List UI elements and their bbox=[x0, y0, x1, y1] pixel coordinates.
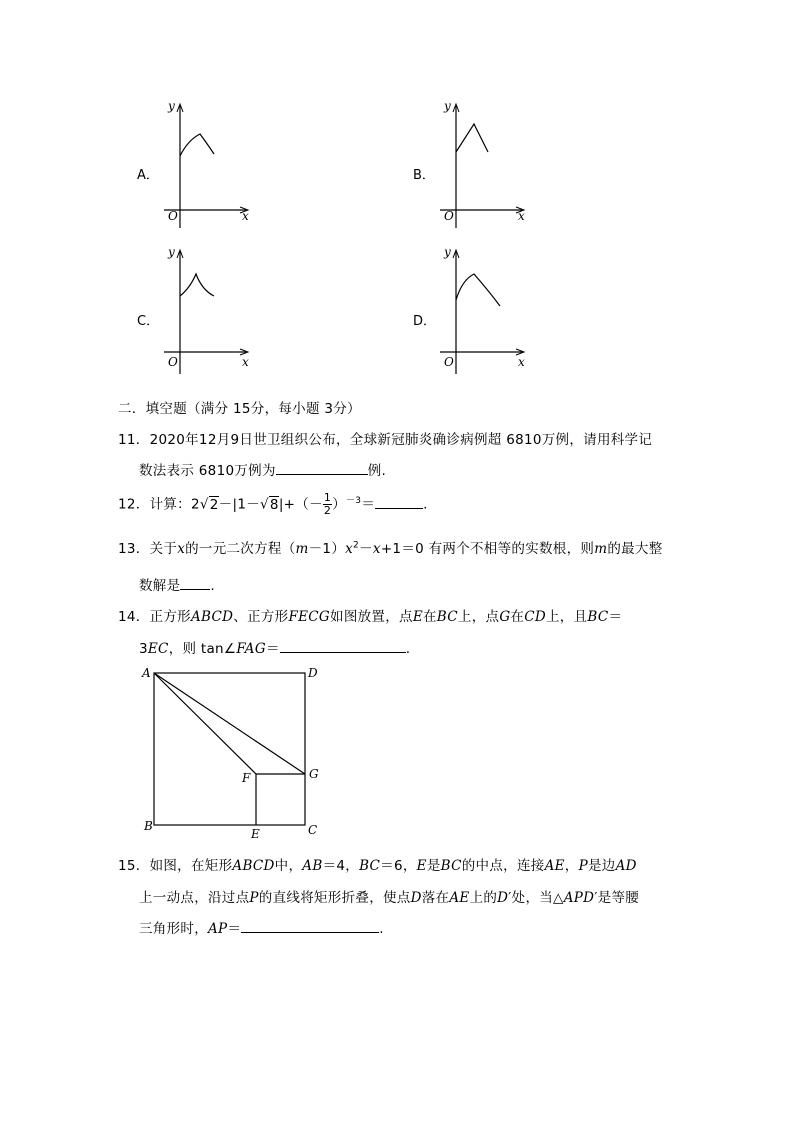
q14-f: 在 bbox=[510, 609, 525, 625]
q13-var-x: x bbox=[177, 541, 186, 557]
q15-l2b: 的直线将矩形折叠，使点 bbox=[258, 890, 411, 906]
q13-mid2: －1） bbox=[308, 541, 346, 557]
option-b-label: B． bbox=[413, 168, 435, 183]
q14-g: G bbox=[499, 609, 511, 625]
q15-l2e: ′处，当△ bbox=[508, 890, 564, 906]
q11-line2 bbox=[139, 459, 386, 479]
q14-line2 bbox=[139, 637, 410, 657]
q15-ae2: AE bbox=[449, 890, 470, 906]
q14-d: 在 bbox=[422, 609, 437, 625]
q15-answer-blank[interactable] bbox=[241, 918, 379, 933]
q15-l2c: 落在 bbox=[421, 890, 450, 906]
q15-l3end: . bbox=[379, 921, 384, 937]
option-a-graph bbox=[158, 100, 258, 230]
q15-p: P bbox=[578, 858, 588, 874]
q14-bc: BC bbox=[436, 609, 458, 625]
q14-g2: 上，且 bbox=[545, 609, 588, 625]
label-f: F bbox=[242, 771, 251, 785]
q12-frac-num: 1 bbox=[323, 491, 332, 504]
q15-line2 bbox=[139, 886, 639, 906]
q15-ae: AE bbox=[544, 858, 565, 874]
q13-mid3: － bbox=[359, 541, 373, 557]
option-a-x: x bbox=[242, 209, 249, 223]
q14-c: 如图放置，点 bbox=[330, 609, 413, 625]
q15-abcd: ABCD bbox=[232, 858, 275, 874]
square-fecg bbox=[256, 774, 305, 825]
q15-bc: BC bbox=[359, 858, 381, 874]
q13-mid4: +1＝0 有两个不相等的实数根，则 bbox=[380, 541, 595, 557]
q14-l2c: ＝ bbox=[265, 641, 280, 657]
q15-ap: AP bbox=[208, 921, 228, 937]
q13-var-x3: x bbox=[372, 541, 381, 557]
q14-b: 、正方形 bbox=[233, 609, 289, 625]
option-d-y: y bbox=[444, 246, 451, 259]
q12-eq: ＝ bbox=[361, 496, 376, 513]
q15-line1 bbox=[118, 854, 637, 874]
q15-l1h: 是边 bbox=[587, 858, 616, 874]
q14-l2b: ，则 tan∠ bbox=[168, 641, 237, 657]
q15-l1a: 15．如图，在矩形 bbox=[118, 858, 233, 874]
q13-line2 bbox=[139, 574, 215, 594]
q14-a: 14．正方形 bbox=[118, 609, 191, 625]
q15-apd: APD bbox=[563, 890, 595, 906]
q12-exp: －3 bbox=[346, 496, 362, 506]
q12-line: 12．计算：2√2－|1－√8|+（－ $\frac{1}{2}$ ）$^{-3}$＝ . bbox=[118, 491, 428, 517]
option-d-label: D． bbox=[413, 314, 437, 329]
q15-ab: AB bbox=[302, 858, 323, 874]
label-c: C bbox=[308, 823, 318, 837]
q14-fecg: FECG bbox=[288, 609, 331, 625]
q14-bc2: BC bbox=[587, 609, 609, 625]
q14-answer-blank[interactable] bbox=[280, 638, 406, 653]
q15-bc2: BC bbox=[440, 858, 462, 874]
q14-e: E bbox=[412, 609, 423, 625]
q12-prefix: 12．计算：2 bbox=[118, 496, 200, 513]
segment-af bbox=[154, 673, 256, 774]
q13-mid1: 的一元二次方程（ bbox=[185, 541, 296, 557]
q15-l2f: ′是等腰 bbox=[594, 890, 640, 906]
q15-e: E bbox=[416, 858, 427, 874]
label-b: B bbox=[144, 819, 153, 833]
q15-d: D bbox=[410, 890, 422, 906]
q15-l3b: ＝ bbox=[227, 921, 242, 937]
q15-l1c: ＝4， bbox=[322, 858, 360, 874]
q15-l1g: ， bbox=[564, 858, 579, 874]
q15-ad: AD bbox=[615, 858, 637, 874]
q14-e2: 上，点 bbox=[457, 609, 500, 625]
segment-ag bbox=[154, 673, 305, 774]
option-d-origin: O bbox=[444, 355, 454, 369]
option-a-y: y bbox=[168, 100, 175, 113]
label-g: G bbox=[309, 767, 319, 781]
option-b-x: x bbox=[518, 209, 525, 223]
q12-post: ） bbox=[332, 496, 346, 513]
q11-line1: 11．2020年12月9日世卫组织公布，全球新冠肺炎确诊病例超 6810万例，请用科学记 bbox=[118, 432, 653, 448]
q11-answer-blank[interactable] bbox=[276, 460, 368, 475]
q13-line2-end: . bbox=[210, 578, 215, 594]
label-d: D bbox=[308, 666, 318, 680]
q15-l1d: ＝6， bbox=[380, 858, 417, 874]
option-a-origin: O bbox=[168, 209, 178, 223]
q15-p2: P bbox=[249, 890, 259, 906]
q15-d2: D bbox=[497, 890, 509, 906]
q15-l1e: 是 bbox=[426, 858, 441, 874]
option-c-label: C． bbox=[137, 314, 160, 329]
q13-line1 bbox=[118, 537, 663, 557]
q12-fraction bbox=[323, 492, 332, 517]
q15-l1f: 的中点，连接 bbox=[461, 858, 545, 874]
q13-var-x2: x bbox=[345, 541, 354, 557]
q15-l3a: 三角形时， bbox=[139, 921, 208, 937]
q13-line2-text: 数解是 bbox=[139, 578, 181, 594]
q12-rad1: 2 bbox=[209, 496, 219, 513]
option-a-label: A． bbox=[137, 168, 159, 183]
q13-var-m2: m bbox=[594, 541, 608, 557]
option-b-origin: O bbox=[444, 209, 454, 223]
q14-ec: EC bbox=[147, 641, 169, 657]
option-d-x: x bbox=[518, 355, 525, 369]
q15-l2a: 上一动点，沿过点 bbox=[139, 890, 250, 906]
label-e: E bbox=[251, 827, 260, 841]
q14-line1 bbox=[118, 605, 622, 625]
section-title: 二．填空题（满分 15分，每小题 3分） bbox=[118, 401, 361, 417]
q14-fag: FAG bbox=[236, 641, 266, 657]
option-c-origin: O bbox=[168, 355, 178, 369]
q13-end: 的最大整 bbox=[607, 541, 663, 557]
q14-abcd: ABCD bbox=[190, 609, 234, 625]
q14-l2a: 3 bbox=[139, 641, 148, 657]
q13-answer-blank[interactable] bbox=[180, 575, 210, 590]
q14-cd: CD bbox=[524, 609, 546, 625]
option-c-x: x bbox=[242, 355, 249, 369]
q15-line3 bbox=[139, 917, 384, 937]
q14-l2end: . bbox=[405, 641, 411, 657]
q12-mid1: －|1－ bbox=[218, 496, 261, 513]
label-a: A bbox=[142, 666, 151, 680]
q12-answer-blank[interactable] bbox=[375, 494, 423, 509]
q15-l1b: 中， bbox=[274, 858, 303, 874]
q14-h: ＝ bbox=[608, 609, 623, 625]
q12-end: . bbox=[423, 496, 428, 513]
q13-pre: 13．关于 bbox=[118, 541, 178, 557]
option-b-y: y bbox=[444, 100, 451, 113]
option-c-graph bbox=[158, 246, 258, 376]
q13-var-m: m bbox=[295, 541, 309, 557]
q13-sq: 2 bbox=[353, 540, 360, 551]
q15-l2d: 上的 bbox=[469, 890, 498, 906]
q11-line2-end: 例. bbox=[367, 463, 387, 479]
q12-mid2: |+（－ bbox=[278, 496, 323, 513]
q12-rad2: 8 bbox=[269, 496, 279, 513]
option-c-y: y bbox=[168, 246, 175, 259]
q14-figure bbox=[138, 662, 338, 842]
option-b-graph bbox=[434, 100, 534, 230]
q11-line2-text: 数法表示 6810万例为 bbox=[139, 463, 276, 479]
q12-frac-den: 2 bbox=[323, 504, 332, 517]
option-d-graph bbox=[434, 246, 534, 376]
